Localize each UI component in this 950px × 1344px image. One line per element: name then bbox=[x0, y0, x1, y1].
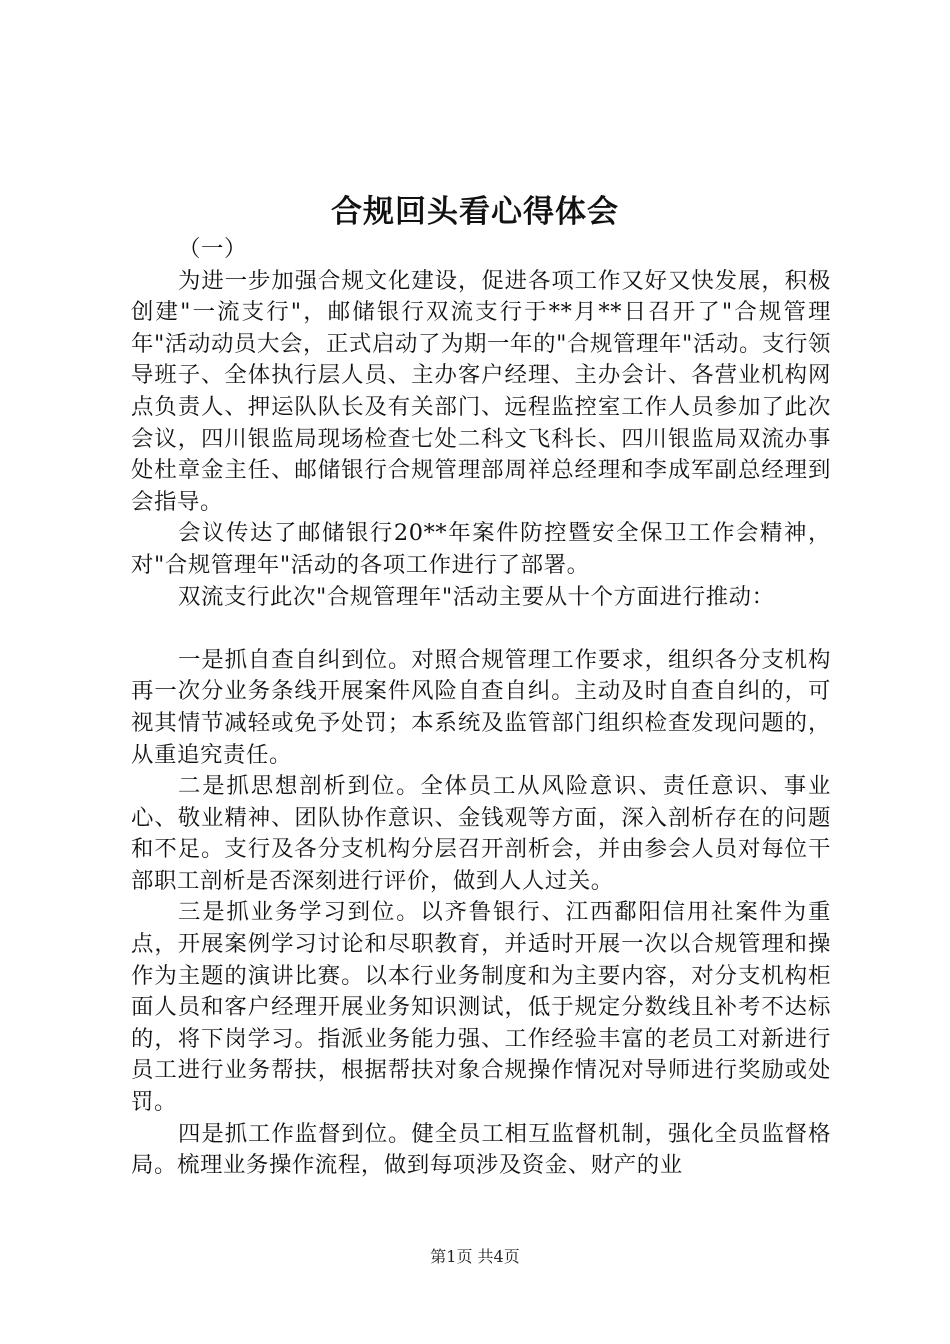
paragraph-point-4: 四是抓工作监督到位。健全员工相互监督机制，强化全员监督格局。梳理业务操作流程，做到每项涉及资金、财产的业 bbox=[131, 1120, 831, 1179]
document-title: 合规回头看心得体会 bbox=[331, 194, 619, 230]
paragraph-point-1: 一是抓自查自纠到位。对照合规管理工作要求，组织各分支机构再一次分业务条线开展案件风险自查自纠。主动及时自查自纠的，可视其情节减轻或免予处罚；本系统及监管部门组织检查发现问题的，从重追究责任。 bbox=[131, 646, 831, 768]
paragraph-intro: 为进一步加强合规文化建设，促进各项工作又好又快发展，积极创建"一流支行"，邮储银行双流支行于**月**日召开了"合规管理年"活动动员大会，正式启动了为期一年的"合规管理年"活动。支行领导班子、全体执行层人员、主办客户经理、主办会计、各营业机构网点负责人、押运队队长及有关部门、远程监控室工作人员参加了此次会议，四川银监局现场检查七处二科文飞科长、四川银监局双流办事处杜章金主任、邮储银行合规管理部周祥总经理和李成军副总经理到会指导。 bbox=[131, 267, 831, 515]
paragraph-point-2: 二是抓思想剖析到位。全体员工从风险意识、责任意识、事业心、敬业精神、团队协作意识、金钱观等方面，深入剖析存在的问题和不足。支行及各分支机构分层召开剖析会，并由参会人员对每位干部职工剖析是否深刻进行评价，做到人人过关。 bbox=[131, 773, 831, 894]
page-footer: 第1页 共4页 bbox=[430, 1247, 520, 1266]
paragraph-meeting: 会议传达了邮储银行20**年案件防控暨安全保卫工作会精神，对"合规管理年"活动的各项工作进行了部署。 bbox=[131, 520, 831, 578]
paragraph-point-3: 三是抓业务学习到位。以齐鲁银行、江西鄱阳信用社案件为重点，开展案例学习讨论和尽职教育，并适时开展一次以合规管理和操作为主题的演讲比赛。以本行业务制度和为主要内容，对分支机构柜面人员和客户经理开展业务知识测试，低于规定分数线且补考不达标的，将下岗学习。指派业务能力强、工作经验丰富的老员工对新进行员工进行业务帮扶，根据帮扶对象合规操作情况对导师进行奖励或处罚。 bbox=[131, 899, 831, 1116]
paragraph-overview: 双流支行此次"合规管理年"活动主要从十个方面进行推动： bbox=[178, 583, 775, 610]
document-body bbox=[131, 234, 831, 1182]
section-number: （一） bbox=[178, 236, 248, 262]
